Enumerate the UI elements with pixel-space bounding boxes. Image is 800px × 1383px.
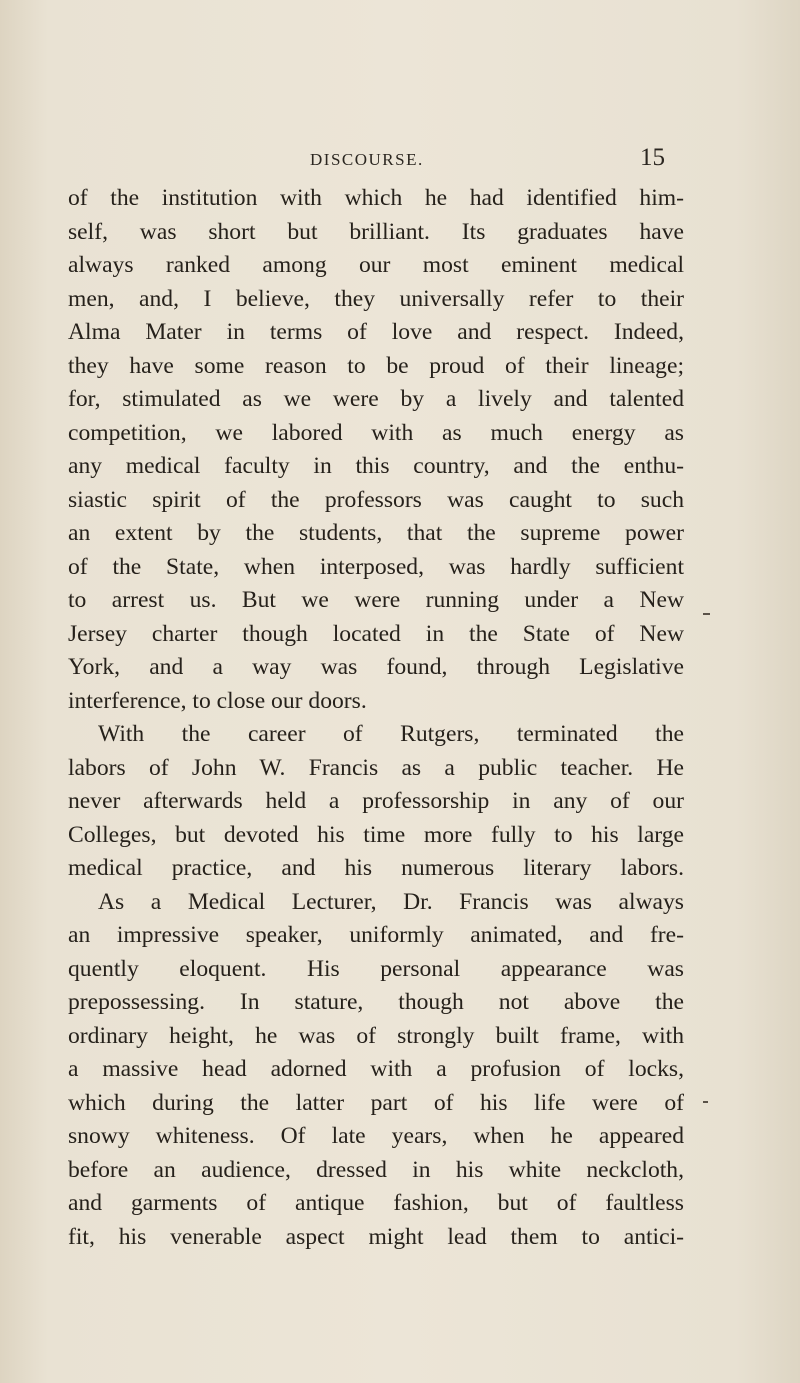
text-line: quently eloquent. His personal appearance was bbox=[68, 955, 684, 982]
body-text bbox=[68, 182, 684, 1254]
text-line: always ranked among our most eminent medical bbox=[68, 252, 684, 278]
text-line: competition, we labored with as much energy as bbox=[68, 419, 684, 446]
text-line: men, and, I believe, they universally refer to their bbox=[68, 285, 684, 312]
text-line: prepossessing. In stature, though not above the bbox=[68, 989, 684, 1015]
margin-mark bbox=[703, 1101, 708, 1103]
text-line: any medical faculty in this country, and the enthu- bbox=[68, 453, 684, 479]
text-line: interference, to close our doors. bbox=[68, 687, 367, 714]
text-line: Alma Mater in terms of love and respect. Indeed, bbox=[68, 319, 684, 345]
text-line: never afterwards held a professorship in any of our bbox=[68, 788, 684, 814]
text-line: Jersey charter though located in the State of New bbox=[68, 620, 684, 647]
text-line: medical practice, and his numerous literary labors. bbox=[68, 855, 684, 881]
text-line: of the institution with which he had identified him- bbox=[68, 185, 684, 211]
text-line: and garments of antique fashion, but of faultless bbox=[68, 1190, 684, 1216]
text-line: to arrest us. But we were running under a New bbox=[68, 587, 684, 613]
text-line: siastic spirit of the professors was caught to such bbox=[68, 486, 684, 513]
text-line: of the State, when interposed, was hardly sufficient bbox=[68, 553, 684, 580]
text-line: fit, his venerable aspect might lead them to antici- bbox=[68, 1223, 684, 1250]
text-line: snowy whiteness. Of late years, when he appeared bbox=[68, 1123, 684, 1149]
text-line: before an audience, dressed in his white neckcloth, bbox=[68, 1156, 684, 1183]
text-line: self, was short but brilliant. Its graduates have bbox=[68, 218, 684, 245]
running-head: DISCOURSE. bbox=[310, 150, 424, 169]
page-number: 15 bbox=[640, 144, 665, 171]
text-line: York, and a way was found, through Legislative bbox=[68, 654, 684, 680]
text-line: As a Medical Lecturer, Dr. Francis was always bbox=[98, 888, 684, 915]
text-line: for, stimulated as we were by a lively and talented bbox=[68, 386, 684, 412]
text-line: Colleges, but devoted his time more fully to his large bbox=[68, 821, 684, 848]
text-line: ordinary height, he was of strongly built frame, with bbox=[68, 1022, 684, 1049]
text-line: With the career of Rutgers, terminated the bbox=[98, 721, 684, 747]
text-line: a massive head adorned with a profusion of locks, bbox=[68, 1056, 684, 1082]
text-line: an impressive speaker, uniformly animated, and fre- bbox=[68, 922, 684, 948]
text-line: an extent by the students, that the supreme power bbox=[68, 520, 684, 546]
margin-mark bbox=[703, 613, 710, 615]
text-line: they have some reason to be proud of their lineage; bbox=[68, 352, 684, 379]
text-line: labors of John W. Francis as a public teacher. He bbox=[68, 754, 684, 781]
page-header bbox=[0, 144, 800, 180]
text-line: which during the latter part of his life were of bbox=[68, 1089, 684, 1116]
